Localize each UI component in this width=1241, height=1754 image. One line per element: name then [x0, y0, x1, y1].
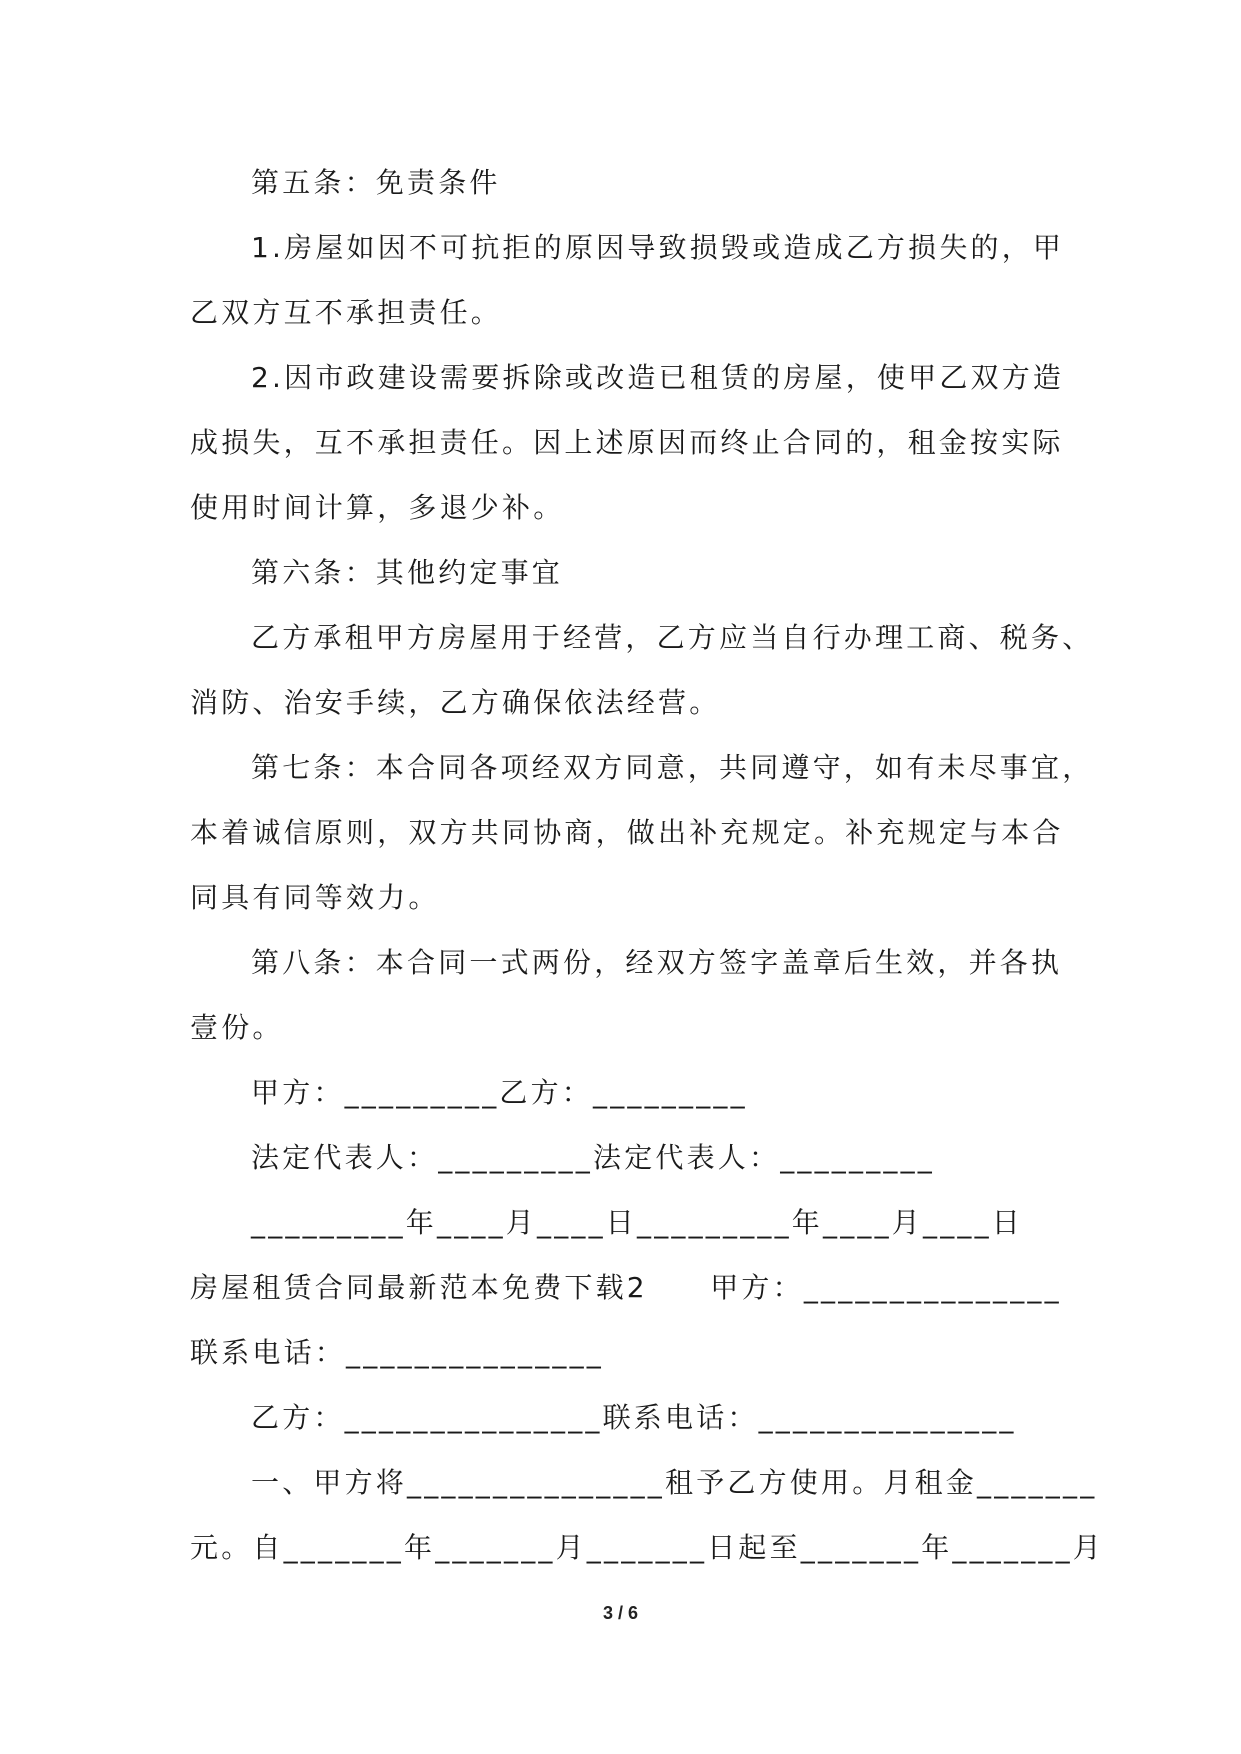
party-b-line: 乙方：_______________联系电话：_______________ [251, 1401, 1017, 1434]
paragraph-line: 使用时间计算，多退少补。 [190, 491, 565, 524]
contract-2-title-line: 房屋租赁合同最新范本免费下载2 甲方：_______________ [190, 1271, 1062, 1304]
paragraph-line: 同具有同等效力。 [190, 881, 440, 914]
clause-1-continued: 元。自_______年_______月_______日起至_______年_______月 [190, 1531, 1105, 1564]
paragraph-line: 2.因市政建设需要拆除或改造已租赁的房屋，使甲乙双方造 [251, 361, 1065, 394]
paragraph-line: 本着诚信原则，双方共同协商，做出补充规定。补充规定与本合 [190, 816, 1064, 849]
article-7-paragraph: 第七条：本合同各项经双方同意，共同遵守，如有未尽事宜， [251, 751, 1094, 784]
date-line: _________年____月____日_________年____月____日 [251, 1206, 1024, 1239]
representative-signature-line: 法定代表人：_________法定代表人：_________ [251, 1141, 936, 1174]
paragraph-line: 消防、治安手续，乙方确保依法经营。 [190, 686, 721, 719]
contact-phone-line: 联系电话：_______________ [190, 1336, 605, 1369]
article-6-heading: 第六条：其他约定事宜 [251, 556, 564, 589]
paragraph-line: 壹份。 [190, 1011, 284, 1044]
article-5-heading: 第五条：免责条件 [251, 166, 501, 199]
clause-1-line: 一、甲方将_______________租予乙方使用。月租金_______ [251, 1466, 1098, 1499]
page-number: 3 / 6 [602, 1603, 639, 1623]
paragraph-line: 乙方承租甲方房屋用于经营，乙方应当自行办理工商、税务、 [251, 621, 1094, 654]
paragraph-line: 成损失，互不承担责任。因上述原因而终止合同的，租金按实际 [190, 426, 1064, 459]
party-signature-line: 甲方：_________乙方：_________ [251, 1076, 748, 1109]
paragraph-line: 1.房屋如因不可抗拒的原因导致损毁或造成乙方损失的，甲 [251, 231, 1065, 264]
paragraph-line: 乙双方互不承担责任。 [190, 296, 503, 329]
article-8-paragraph: 第八条：本合同一式两份，经双方签字盖章后生效，并各执 [251, 946, 1063, 979]
